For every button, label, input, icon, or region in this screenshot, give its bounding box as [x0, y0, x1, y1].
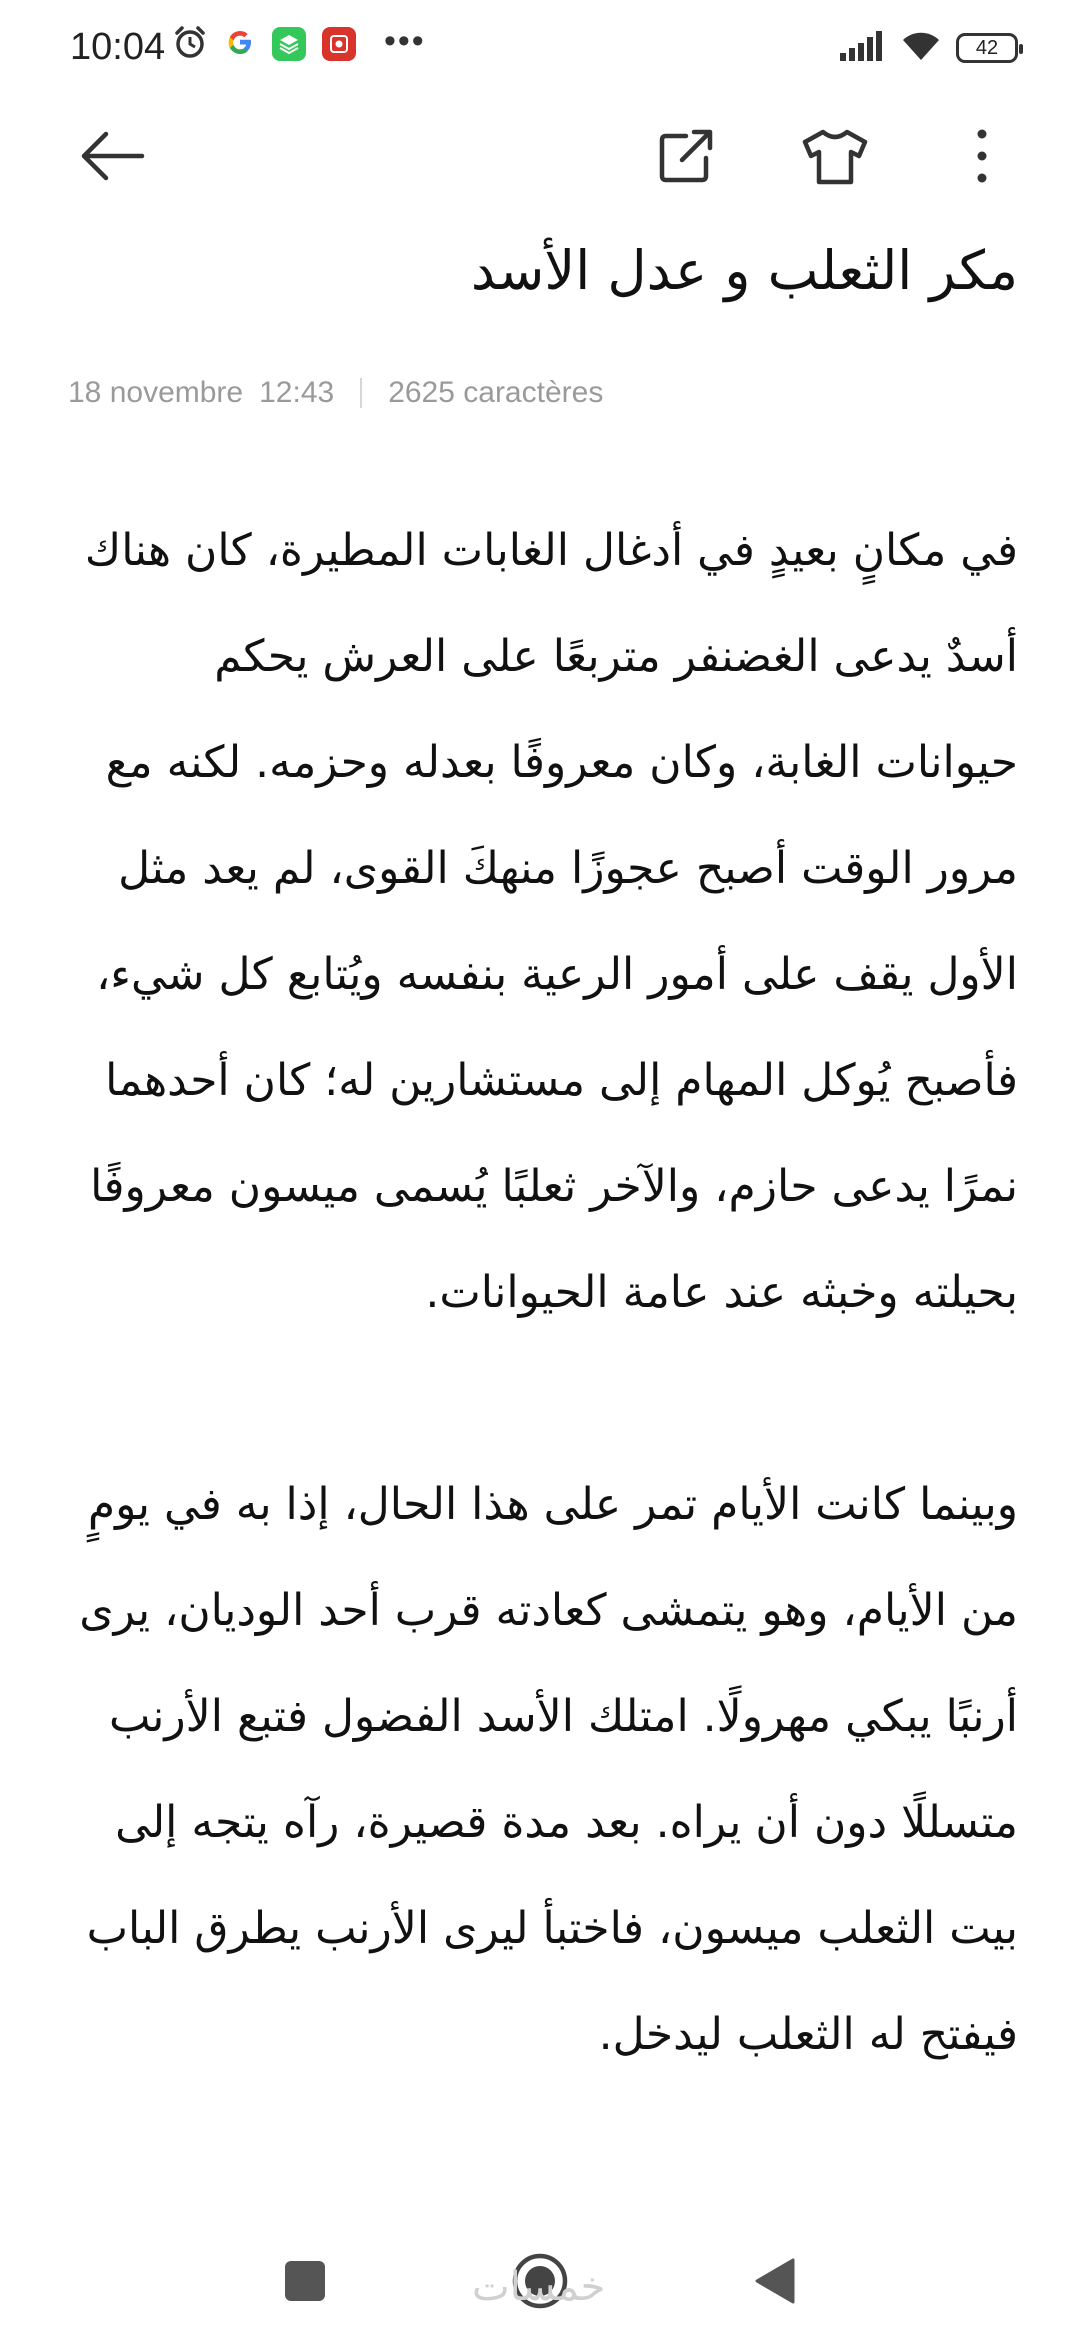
note-title[interactable]: مكر الثعلب و عدل الأسد: [470, 239, 1018, 302]
note-meta: [68, 376, 603, 410]
red-app-icon: [322, 27, 356, 61]
battery-level: 42: [975, 36, 999, 59]
note-body[interactable]: [66, 498, 1018, 2088]
status-notification-icons: [172, 21, 426, 64]
recents-button[interactable]: [270, 2246, 340, 2316]
status-bar: [0, 0, 1080, 96]
battery-icon: [956, 33, 1018, 63]
status-system-icons: [838, 30, 1018, 66]
alarm-icon: [172, 24, 208, 64]
recents-square-icon: [283, 2259, 327, 2303]
back-button[interactable]: [72, 116, 152, 196]
wifi-icon: [900, 30, 942, 66]
more-options-button[interactable]: [942, 116, 1022, 196]
note-paragraph[interactable]: وبينما كانت الأيام تمر على هذا الحال، إذا به في يومٍ من الأيام، وهو يتمشى كعادته قرب أحد الوديان، يرى أرنبًا يبكي مهرولًا. امتلك الأسد الفضول فتبع الأرنب متسللًا دون أن يراه. بعد مدة قصيرة، رآه يتجه إلى بيت الثعلب ميسون، فاختبأ ليرى الأرنب يطرق الباب فيفتح له الثعلب ليدخل.: [79, 1479, 1018, 2060]
back-triangle-icon: [753, 2256, 797, 2306]
note-time: 12:43: [259, 376, 335, 409]
more-notifications-icon: •••: [384, 21, 426, 60]
signal-icon: [838, 31, 886, 65]
note-paragraph[interactable]: في مكانٍ بعيدٍ في أدغال الغابات المطيرة، كان هناك أسدٌ يدعى الغضنفر متربعًا على العرش يحكم حيوانات الغابة، وكان معروفًا بعدله وحزمه. لكنه مع مرور الوقت أصبح عجوزًا منهكَ القوى، لم يعد مثل الأول يقف على أمور الرعية بنفسه ويُتابع كل شيء، فأصبح يُوكل المهام إلى مستشارين له؛ كان أحدهما نمرًا يدعى حازم، والآخر ثعلبًا يُسمى ميسون معروفًا بحيلته وخبثه عند عامة الحيوانات.: [84, 525, 1018, 1318]
note-date: 18 novembre: [68, 376, 244, 409]
shirt-theme-icon: [801, 126, 869, 186]
theme-button[interactable]: [795, 116, 875, 196]
meta-divider: [360, 378, 362, 408]
more-vert-icon: [972, 126, 992, 186]
status-time: 10:04: [70, 26, 166, 68]
share-button[interactable]: [646, 116, 726, 196]
back-arrow-icon: [76, 128, 148, 184]
share-icon: [656, 126, 716, 186]
google-icon: [224, 26, 256, 62]
note-char-count: 2625 caractères: [388, 376, 604, 409]
back-nav-button[interactable]: [740, 2246, 810, 2316]
watermark: خمسات: [472, 2264, 606, 2310]
layers-app-icon: [272, 27, 306, 61]
note-toolbar: [0, 96, 1080, 216]
navigation-bar: [0, 2220, 1080, 2340]
